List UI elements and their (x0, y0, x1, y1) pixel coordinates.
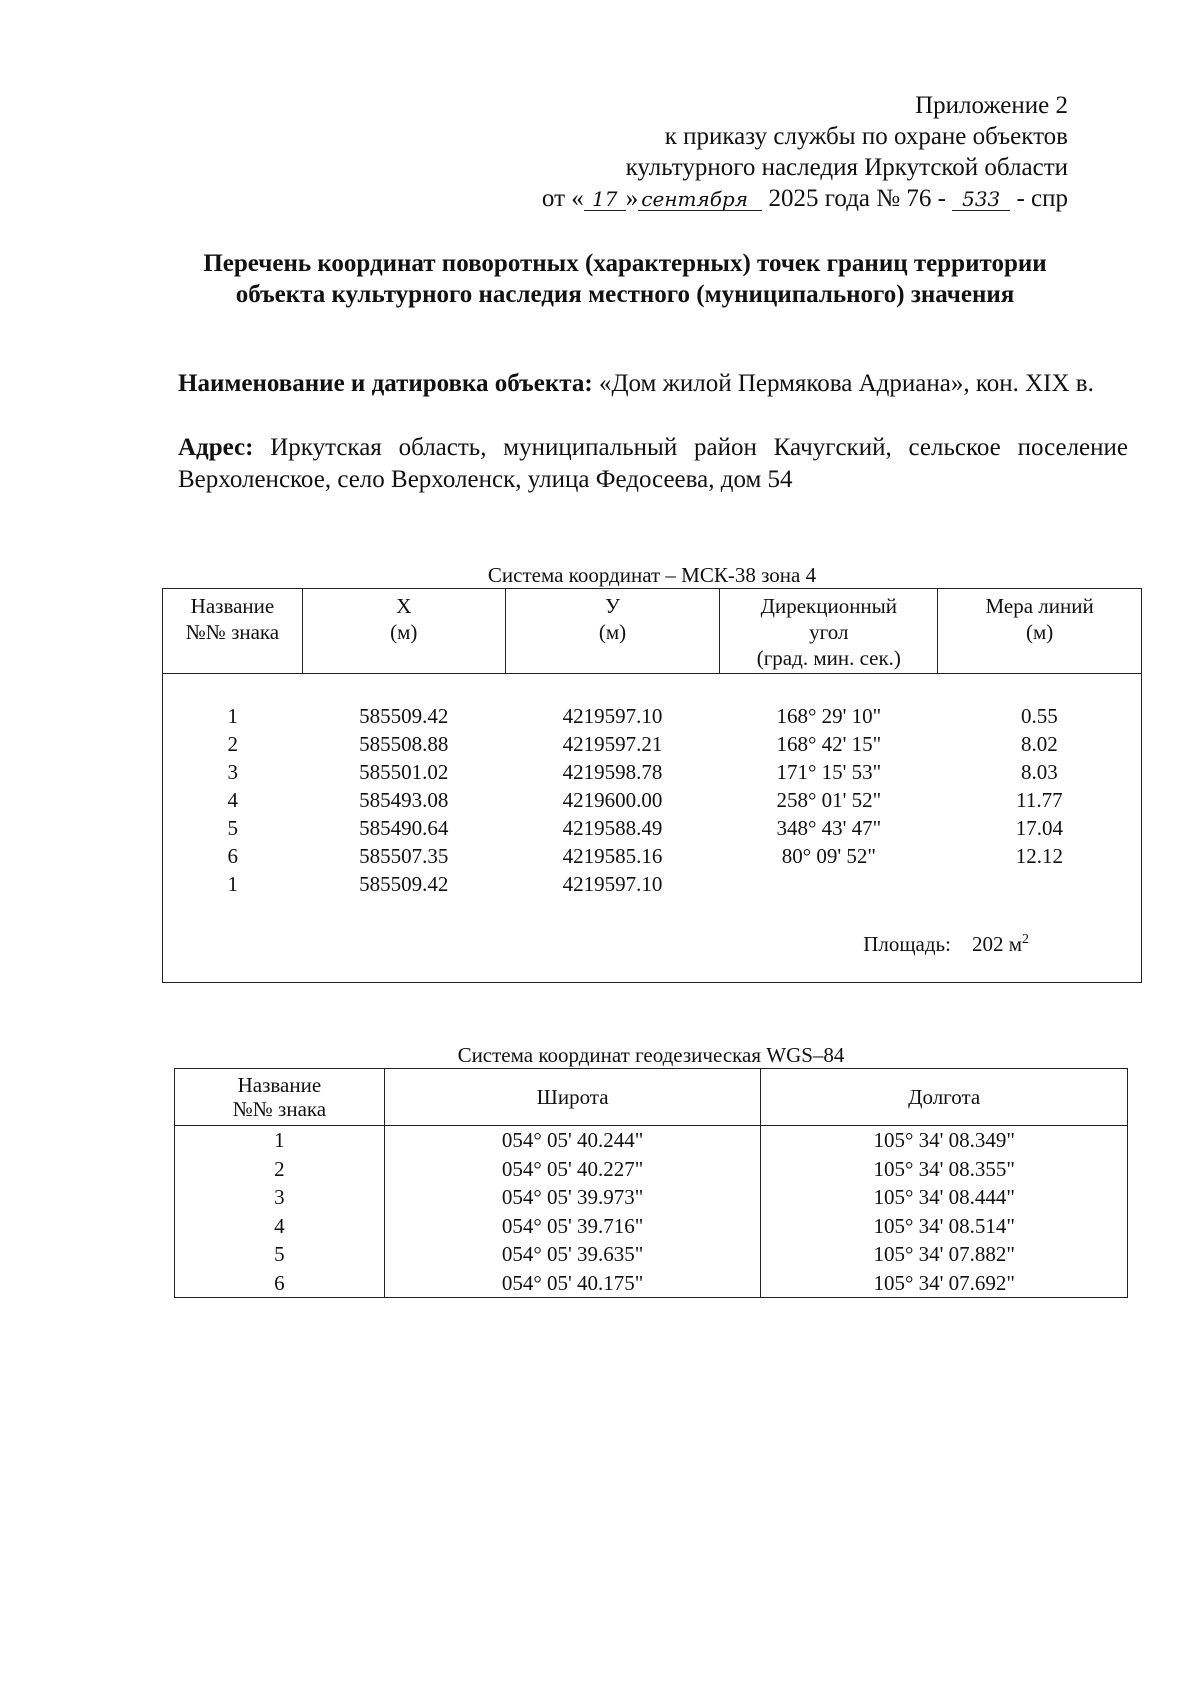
angle-value: 168° 29' 10" (776, 704, 882, 728)
wgs-header-row (175, 1069, 1128, 1126)
x-value: 585508.88 (359, 732, 449, 756)
latitude-value: 054° 05' 40.244" (384, 1126, 761, 1155)
table-row (175, 1240, 1128, 1269)
point-number: 4 (175, 1212, 385, 1241)
address-label: Адрес: (178, 434, 254, 461)
length-value: 8.02 (1021, 732, 1058, 756)
wgs-coordinates-table (174, 1068, 1128, 1298)
point-number: 1 (175, 1126, 385, 1155)
header-point-name: Название №№ знака (175, 1069, 385, 1126)
area-unit-exponent: 2 (1022, 932, 1029, 947)
header-line-length: Мера линий (м) (938, 589, 1142, 674)
wgs-table-caption: Система координат геодезическая WGS–84 (457, 1043, 845, 1067)
area-cell (163, 898, 1142, 958)
header-latitude: Широта (384, 1069, 761, 1126)
table-row (163, 702, 1142, 730)
x-value: 585509.42 (359, 704, 449, 728)
latitude-value: 054° 05' 40.175" (384, 1269, 761, 1298)
order-reference: к приказу службы по охране объектов (664, 123, 1068, 150)
longitude-value: 105° 34' 08.355" (761, 1155, 1128, 1184)
point-number: 4 (227, 788, 238, 812)
header-x: X (м) (302, 589, 505, 674)
y-value: 4219600.00 (562, 788, 663, 812)
x-value: 585501.02 (359, 760, 449, 784)
point-number: 1 (227, 872, 238, 896)
header-direction-angle: Дирекционный угол (град. мин. сек.) (720, 589, 938, 674)
angle-value: 171° 15' 53" (776, 760, 882, 784)
latitude-value: 054° 05' 39.716" (384, 1212, 761, 1241)
angle-value: 80° 09' 52" (781, 844, 876, 868)
y-value: 4219597.10 (562, 872, 663, 896)
header-point-name: Название №№ знака (163, 589, 303, 674)
length-value: 17.04 (1015, 816, 1063, 840)
latitude-value: 054° 05' 39.973" (384, 1183, 761, 1212)
point-number: 1 (227, 704, 238, 728)
angle-value: 168° 42' 15" (776, 732, 882, 756)
length-value: 8.03 (1021, 760, 1058, 784)
year-and-number: 2025 года № 76 - (768, 185, 946, 212)
spacer-row (163, 674, 1142, 703)
y-value: 4219598.78 (562, 760, 663, 784)
point-number: 5 (175, 1240, 385, 1269)
table-row (175, 1126, 1128, 1155)
y-value: 4219597.10 (562, 704, 663, 728)
y-value: 4219585.16 (562, 844, 663, 868)
latitude-value: 054° 05' 39.635" (384, 1240, 761, 1269)
date-mid: » (625, 185, 639, 212)
x-value: 585507.35 (359, 844, 449, 868)
length-value: 12.12 (1015, 844, 1063, 868)
table-row (175, 1269, 1128, 1298)
longitude-value: 105° 34' 07.692" (761, 1269, 1128, 1298)
address-value: Иркутская область, муниципальный район Качугский, сельское поселение Верхоленское, село Верхоленск, улица Федосеева, дом 54 (178, 434, 1128, 493)
area-label: Площадь: (863, 932, 951, 956)
x-value: 585493.08 (359, 788, 449, 812)
latitude-value: 054° 05' 40.227" (384, 1155, 761, 1184)
bottom-spacer (163, 958, 1142, 983)
table-row (163, 842, 1142, 870)
angle-value: 258° 01' 52" (776, 788, 882, 812)
order-date-line (542, 183, 1068, 214)
header-longitude: Долгота (761, 1069, 1128, 1126)
point-number: 3 (175, 1183, 385, 1212)
longitude-value: 105° 34' 08.514" (761, 1212, 1128, 1241)
object-address (178, 432, 1128, 496)
longitude-value: 105° 34' 08.349" (761, 1126, 1128, 1155)
handwritten-number: 533 (952, 188, 1010, 211)
angle-value (720, 870, 938, 898)
number-suffix: - спр (1016, 185, 1068, 212)
area-row (163, 898, 1142, 958)
longitude-value: 105° 34' 07.882" (761, 1240, 1128, 1269)
handwritten-month: сентября (638, 188, 762, 211)
appendix-header (542, 90, 1068, 214)
msk-header-row (163, 589, 1142, 674)
header-y: У (м) (505, 589, 720, 674)
table-row (163, 870, 1142, 898)
table-row (175, 1183, 1128, 1212)
handwritten-day: 17 (584, 188, 626, 211)
appendix-title: Приложение 2 (915, 92, 1068, 119)
angle-value: 348° 43' 47" (776, 816, 882, 840)
length-value (938, 870, 1142, 898)
msk-coordinates-table (162, 588, 1142, 983)
table-row (163, 814, 1142, 842)
area-value: 202 м (971, 932, 1022, 956)
x-value: 585509.42 (359, 872, 449, 896)
longitude-value: 105° 34' 08.444" (761, 1183, 1128, 1212)
table-row (163, 786, 1142, 814)
point-number: 3 (227, 760, 238, 784)
length-value: 11.77 (1016, 788, 1063, 812)
point-number: 2 (227, 732, 238, 756)
issuing-authority: культурного наследия Иркутской области (625, 154, 1068, 181)
x-value: 585490.64 (359, 816, 449, 840)
object-name (178, 368, 1128, 400)
table-row (175, 1155, 1128, 1184)
point-number: 6 (227, 844, 238, 868)
document-title: Перечень координат поворотных (характерных) точек границ территории объекта культурного наследия местного (муниципального) значения (203, 250, 1047, 308)
point-number: 5 (227, 816, 238, 840)
point-number: 6 (175, 1269, 385, 1298)
table-row (163, 730, 1142, 758)
date-prefix: от « (541, 185, 584, 212)
object-name-value: «Дом жилой Пермякова Адриана», кон. XIX в. (598, 370, 1094, 397)
y-value: 4219588.49 (562, 816, 663, 840)
table-row (175, 1212, 1128, 1241)
msk-table-caption: Система координат – МСК-38 зона 4 (487, 563, 817, 587)
length-value: 0.55 (1021, 704, 1058, 728)
object-name-label: Наименование и датировка объекта: (178, 370, 593, 397)
point-number: 2 (175, 1155, 385, 1184)
table-row (163, 758, 1142, 786)
y-value: 4219597.21 (562, 732, 663, 756)
